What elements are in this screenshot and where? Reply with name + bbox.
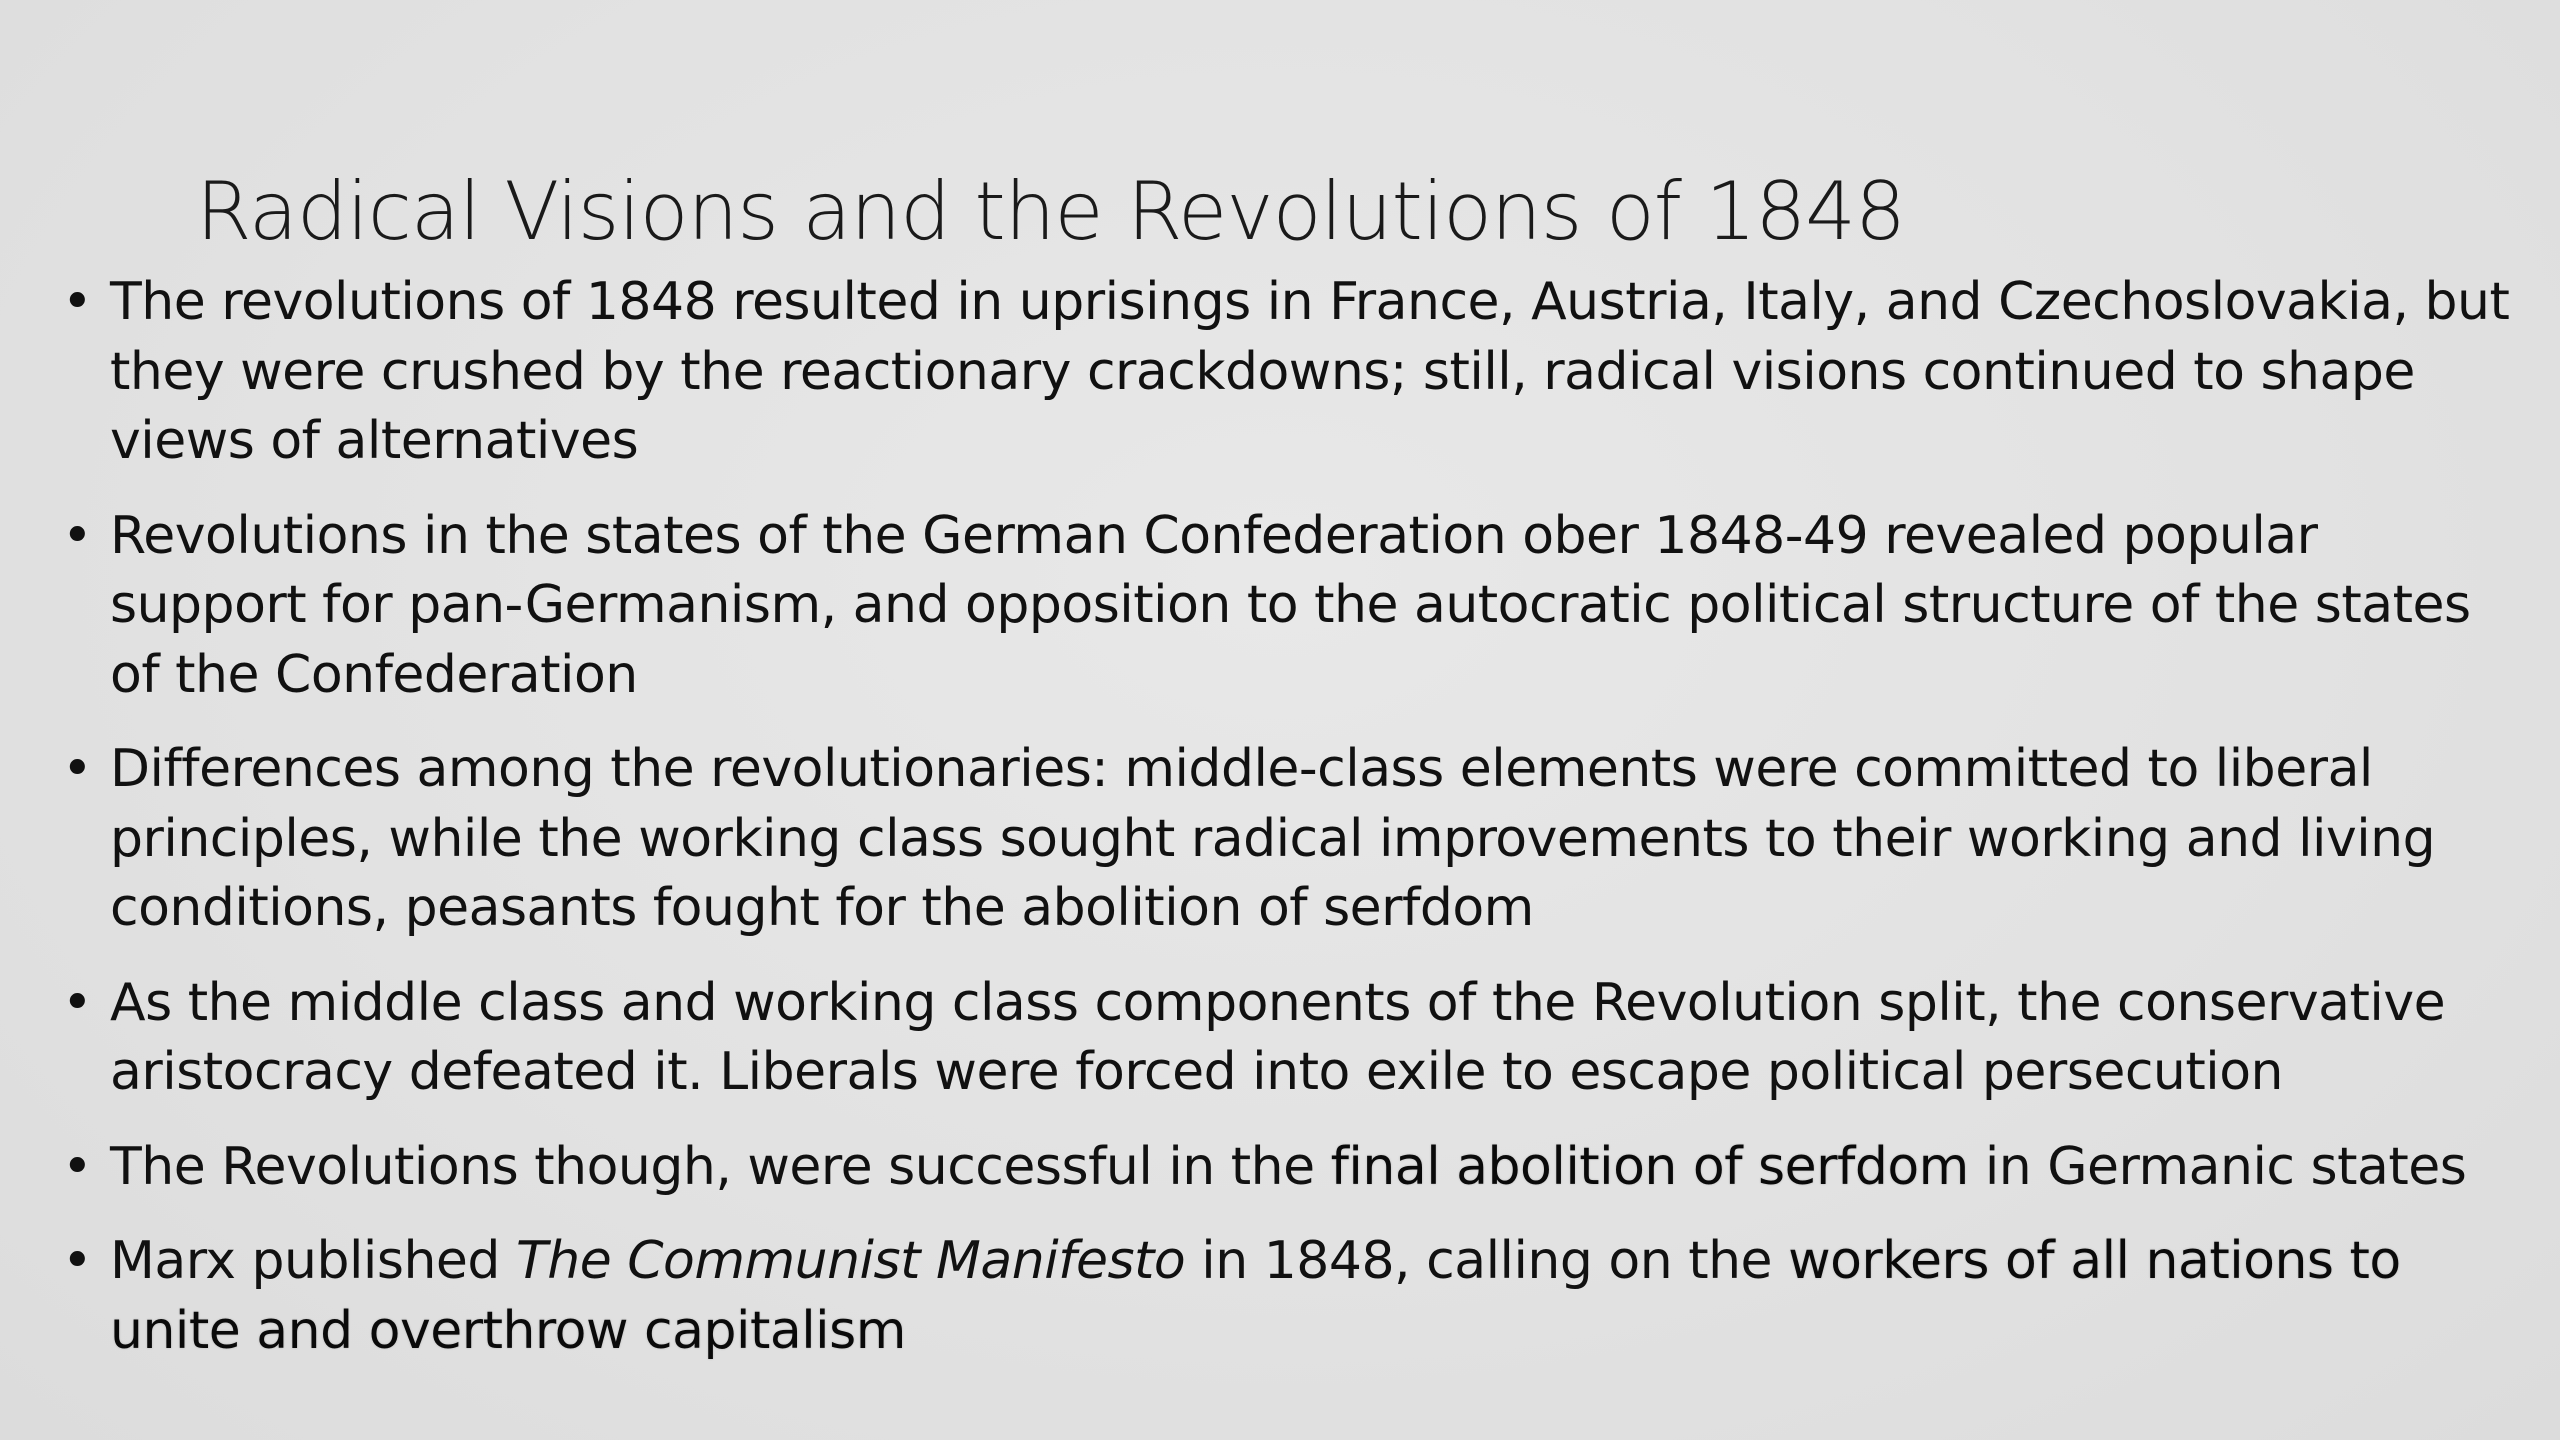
bullet-text-mid: in 1848, calling on the: [1185, 1231, 1789, 1291]
bullet-item: [56, 1227, 2516, 1366]
bullet-dot-icon: •: [62, 739, 93, 799]
bullet-dot-icon: •: [62, 1231, 93, 1291]
bullet-text-pre: The Revolutions though, were successful in the: [110, 1136, 1331, 1197]
book-title: The Communist Manifesto: [515, 1231, 1186, 1291]
bullet-text-emphasis: final abolition of serfdom: [1330, 1136, 1969, 1197]
bullet-text-pre: Marx published: [110, 1231, 516, 1291]
bullet-list: [56, 268, 2516, 1391]
bullet-text-emphasis: workers of all nations to unite and overthrow capitalism: [110, 1231, 2401, 1361]
bullet-item: [56, 735, 2516, 944]
bullet-dot-icon: •: [62, 1136, 93, 1197]
bullet-item: [56, 969, 2516, 1108]
bullet-item: [56, 1133, 2516, 1203]
bullet-text: Revolutions in the states of the German Confederation ober 1848-49 revealed popular support for pan-Germanism, and opposition to the autocratic political structure of the states of the Confederation: [110, 505, 2471, 705]
slide-title: Radical Visions and the Revolutions of 1848: [196, 165, 1905, 258]
bullet-dot-icon: •: [62, 972, 93, 1033]
bullet-text: As the middle class and working class components of the Revolution split, the conservative aristocracy defeated it. Liberals were forced into exile to escape political persecution: [110, 972, 2446, 1102]
bullet-text: The revolutions of 1848 resulted in uprisings in France, Austria, Italy, and Czechoslovakia, but they were crushed by the reactionary crackdowns; still, radical visions continued to shape views of alternatives: [110, 272, 2510, 471]
bullet-text-post: in Germanic states: [1968, 1136, 2467, 1197]
bullet-dot-icon: •: [62, 505, 93, 566]
bullet-text: Differences among the revolutionaries: middle-class elements were committed to liberal principles, while the working class sought radical improvements to their working and living conditions, peasants fought for the abolition of serfdom: [110, 739, 2436, 938]
bullet-item: [56, 502, 2516, 711]
bullet-dot-icon: •: [62, 272, 93, 332]
bullet-item: [56, 268, 2516, 477]
